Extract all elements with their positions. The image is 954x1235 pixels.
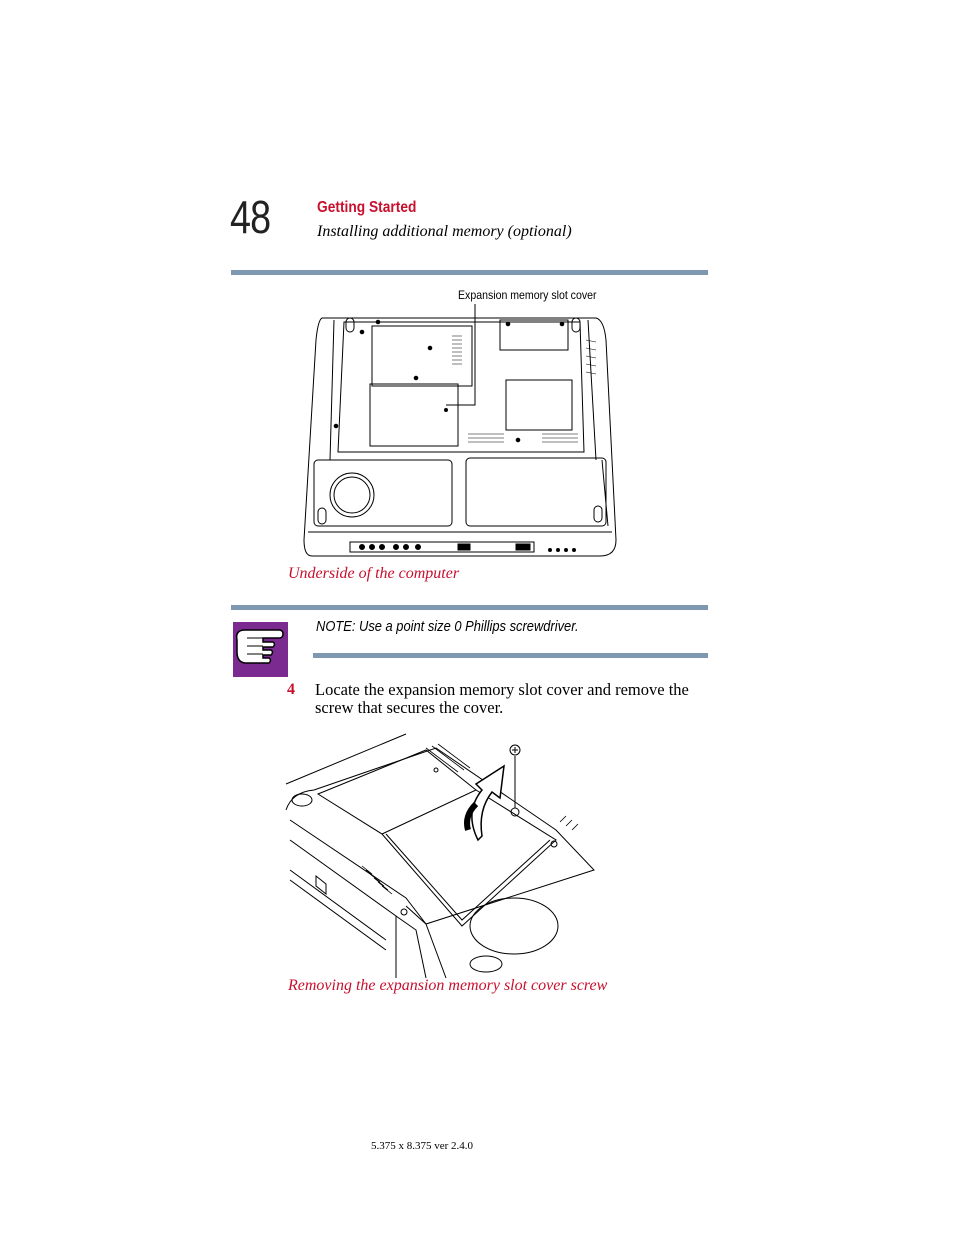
figure-caption-remove-screw: Removing the expansion memory slot cover screw (288, 977, 608, 994)
pointing-hand-icon (233, 622, 288, 677)
note-bottom-rule (313, 653, 708, 658)
section-title: Installing additional memory (optional) (317, 223, 572, 240)
note-top-rule (231, 605, 708, 610)
top-rule (231, 270, 708, 275)
underside-illustration (300, 300, 620, 562)
figure-caption-underside: Underside of the computer (288, 565, 460, 582)
chapter-title: Getting Started (317, 199, 417, 216)
remove-screw-illustration (286, 730, 598, 978)
callout-label: Expansion memory slot cover (458, 288, 597, 302)
note-text: NOTE: Use a point size 0 Phillips screwdriver. (316, 618, 579, 635)
footer-version: 5.375 x 8.375 ver 2.4.0 (371, 1140, 474, 1152)
page-number: 48 (230, 191, 271, 243)
step-number: 4 (287, 681, 295, 698)
step-text: Locate the expansion memory slot cover and remove the screw that secures the cover. (315, 680, 689, 717)
